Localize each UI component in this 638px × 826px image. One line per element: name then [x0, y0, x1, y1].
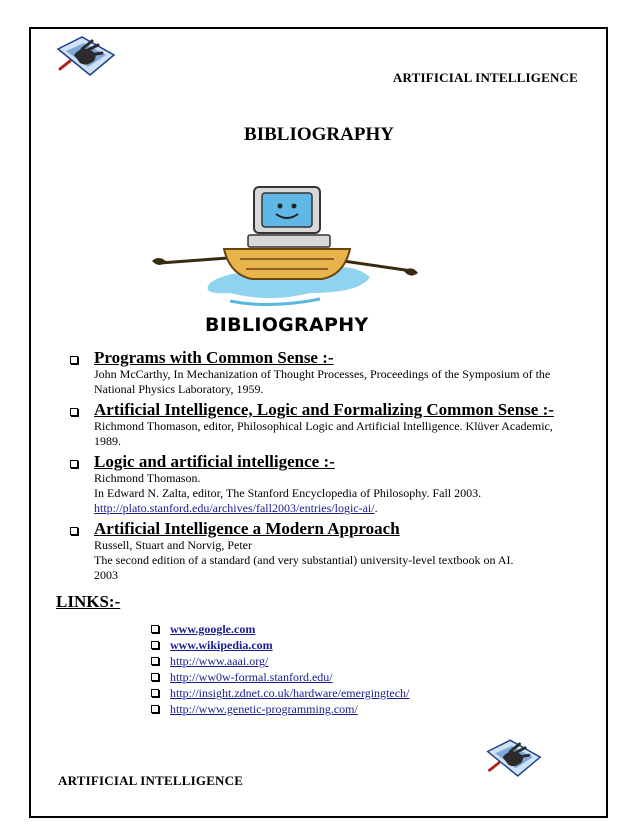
square-bullet-icon [151, 689, 159, 697]
link-wikipedia[interactable]: www.wikipedia.com [170, 638, 273, 652]
links-heading: LINKS:- [56, 592, 121, 611]
link-aaai[interactable]: http://www.aaai.org/ [170, 654, 269, 668]
link-list-item [150, 653, 409, 669]
reference-title: Artificial Intelligence a Modern Approach [94, 519, 400, 538]
reference-title: Artificial Intelligence, Logic and Formalizing Common Sense :- [94, 400, 554, 419]
reference-line: Russell, Stuart and Norvig, Peter [94, 538, 252, 552]
square-bullet-icon [151, 673, 159, 681]
square-bullet-icon [70, 527, 78, 535]
header-title: ARTIFICIAL INTELLIGENCE [392, 70, 578, 85]
link-google[interactable]: www.google.com [170, 622, 256, 636]
link-genetic-programming[interactable]: http://www.genetic-programming.com/ [170, 702, 358, 716]
reference-line: The second edition of a standard (and very substantial) university-level textbook on AI. [94, 553, 514, 567]
computer-rowing-boat-clipart [150, 183, 420, 315]
reference-line: National Physics Laboratory, 1959. [94, 382, 264, 396]
reference-line: Richmond Thomason. [94, 471, 201, 485]
link-list-item [150, 701, 409, 717]
square-bullet-icon [151, 641, 159, 649]
link-list-item [150, 669, 409, 685]
reference-line: 2003 [94, 568, 118, 582]
square-bullet-icon [151, 657, 159, 665]
square-bullet-icon [151, 625, 159, 633]
robot-hand-clipart [482, 738, 544, 780]
link-list-item [150, 637, 409, 653]
reference-item [64, 519, 584, 583]
reference-item [64, 348, 584, 397]
reference-line: John McCarthy, In Mechanization of Thought Processes, Proceedings of the Symposium of the [94, 367, 551, 381]
reference-title: Programs with Common Sense :- [94, 348, 334, 367]
link-zdnet[interactable]: http://insight.zdnet.co.uk/hardware/emergingtech/ [170, 686, 410, 700]
reference-line: In Edward N. Zalta, editor, The Stanford Encyclopedia of Philosophy. Fall 2003. [94, 486, 482, 500]
reference-line: 1989. [94, 434, 121, 448]
square-bullet-icon [70, 460, 78, 468]
footer-title: ARTIFICIAL INTELLIGENCE [58, 773, 244, 788]
reference-link[interactable]: http://plato.stanford.edu/archives/fall2003/entries/logic-ai/ [94, 501, 375, 515]
reference-list [64, 348, 584, 586]
square-bullet-icon [151, 705, 159, 713]
link-list [150, 621, 409, 717]
clipart-caption: BIBLIOGRAPHY [205, 314, 369, 336]
page-title: BIBLIOGRAPHY [244, 124, 394, 145]
robot-hand-clipart [52, 35, 118, 79]
square-bullet-icon [70, 356, 78, 364]
reference-item [64, 452, 584, 516]
link-stanford-formal[interactable]: http://ww0w-formal.stanford.edu/ [170, 670, 333, 684]
link-list-item [150, 621, 409, 637]
reference-link-suffix: . [374, 501, 378, 515]
reference-title: Logic and artificial intelligence :- [94, 452, 335, 471]
reference-link-line [94, 501, 584, 516]
link-list-item [150, 685, 409, 701]
square-bullet-icon [70, 408, 78, 416]
reference-line: Richmond Thomason, editor, Philosophical Logic and Artificial Intelligence. Klüver Academic, [94, 419, 553, 433]
reference-item [64, 400, 584, 449]
